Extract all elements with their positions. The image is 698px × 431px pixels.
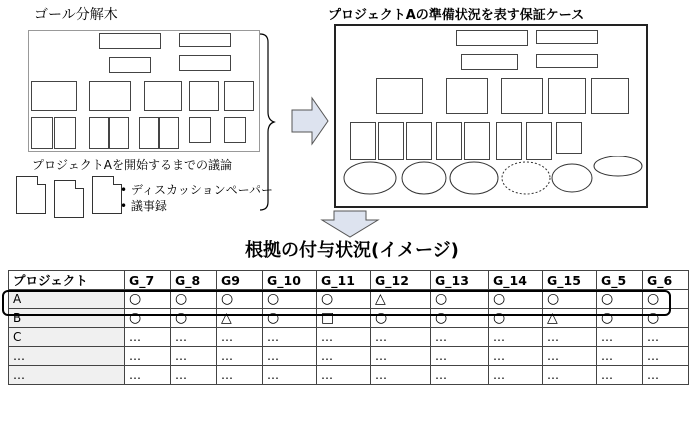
table-cell: ○ <box>489 290 543 309</box>
table-cell: … <box>125 328 171 347</box>
header-cell: G_5 <box>597 271 643 290</box>
document-icon <box>16 176 46 214</box>
row-label: … <box>9 366 125 385</box>
table-cell: … <box>217 366 263 385</box>
table-cell: … <box>263 347 317 366</box>
table-cell: … <box>263 366 317 385</box>
assurance-case-diagram <box>334 24 648 208</box>
evidence-status-title: 根拠の付与状況(イメージ) <box>245 240 459 261</box>
header-cell: G_10 <box>263 271 317 290</box>
table-cell: ○ <box>217 290 263 309</box>
table-cell: … <box>543 366 597 385</box>
goal-tree-title: ゴール分解木 <box>34 7 118 23</box>
row-label: … <box>9 347 125 366</box>
table-cell: … <box>371 328 431 347</box>
table-cell: … <box>597 366 643 385</box>
table-cell: △ <box>371 290 431 309</box>
table-cell: … <box>543 347 597 366</box>
table-cell: … <box>597 328 643 347</box>
table-cell: … <box>317 328 371 347</box>
header-cell: G9 <box>217 271 263 290</box>
row-highlight-frame <box>2 290 671 316</box>
table-cell: … <box>317 366 371 385</box>
table-cell: … <box>431 347 489 366</box>
table-cell: ○ <box>371 309 431 328</box>
table-cell: … <box>643 347 689 366</box>
down-arrow-icon <box>320 210 380 238</box>
table-cell: △ <box>543 309 597 328</box>
table-cell: … <box>217 347 263 366</box>
table-cell: … <box>125 347 171 366</box>
table-cell: ○ <box>263 309 317 328</box>
table-cell: ○ <box>489 309 543 328</box>
table-cell: … <box>217 328 263 347</box>
header-cell: G_14 <box>489 271 543 290</box>
header-cell: プロジェクト <box>9 271 125 290</box>
table-header-row <box>9 271 689 290</box>
goal-decomposition-tree <box>28 30 260 152</box>
document-list <box>120 182 273 214</box>
table-cell: … <box>371 347 431 366</box>
table-cell: … <box>431 366 489 385</box>
table-cell: … <box>489 347 543 366</box>
table-cell: ○ <box>431 309 489 328</box>
row-label: A <box>9 290 125 309</box>
table-cell: ○ <box>263 290 317 309</box>
table-cell: … <box>489 366 543 385</box>
table-cell: ○ <box>597 290 643 309</box>
table-cell: ○ <box>125 309 171 328</box>
bullet-item: • ディスカッションペーパー <box>120 182 273 198</box>
table-cell: ○ <box>543 290 597 309</box>
evidence-table <box>8 270 689 385</box>
row-label: B <box>9 309 125 328</box>
right-arrow-icon <box>290 96 330 146</box>
header-cell: G_12 <box>371 271 431 290</box>
bullet-item: • 議事録 <box>120 198 273 214</box>
header-cell: G_13 <box>431 271 489 290</box>
table-cell: … <box>371 366 431 385</box>
discussion-label: プロジェクトAを開始するまでの議論 <box>32 158 232 172</box>
table-cell: △ <box>217 309 263 328</box>
table-cell: … <box>597 347 643 366</box>
header-cell: G_15 <box>543 271 597 290</box>
table-cell: … <box>543 328 597 347</box>
table-cell: … <box>489 328 543 347</box>
document-icon <box>92 176 122 214</box>
table-cell: … <box>125 366 171 385</box>
table-cell: ○ <box>643 290 689 309</box>
table-cell: … <box>171 366 217 385</box>
table-cell: … <box>431 328 489 347</box>
table-row <box>9 366 689 385</box>
table-cell: ○ <box>125 290 171 309</box>
table-cell: ○ <box>171 309 217 328</box>
table-cell: … <box>643 328 689 347</box>
table-cell: … <box>317 347 371 366</box>
table-cell: □ <box>317 309 371 328</box>
table-cell: ○ <box>597 309 643 328</box>
header-cell: G_6 <box>643 271 689 290</box>
table-cell: ○ <box>643 309 689 328</box>
table-row <box>9 347 689 366</box>
table-cell: … <box>643 366 689 385</box>
table-cell: ○ <box>431 290 489 309</box>
table-cell: … <box>263 328 317 347</box>
header-cell: G_11 <box>317 271 371 290</box>
document-icon <box>54 180 84 218</box>
table-cell: ○ <box>317 290 371 309</box>
table-row <box>9 328 689 347</box>
header-cell: G_7 <box>125 271 171 290</box>
table-cell: … <box>171 347 217 366</box>
table-cell: … <box>171 328 217 347</box>
row-label: C <box>9 328 125 347</box>
header-cell: G_8 <box>171 271 217 290</box>
assurance-case-title: プロジェクトAの準備状況を表す保証ケース <box>328 8 585 23</box>
table-cell: ○ <box>171 290 217 309</box>
